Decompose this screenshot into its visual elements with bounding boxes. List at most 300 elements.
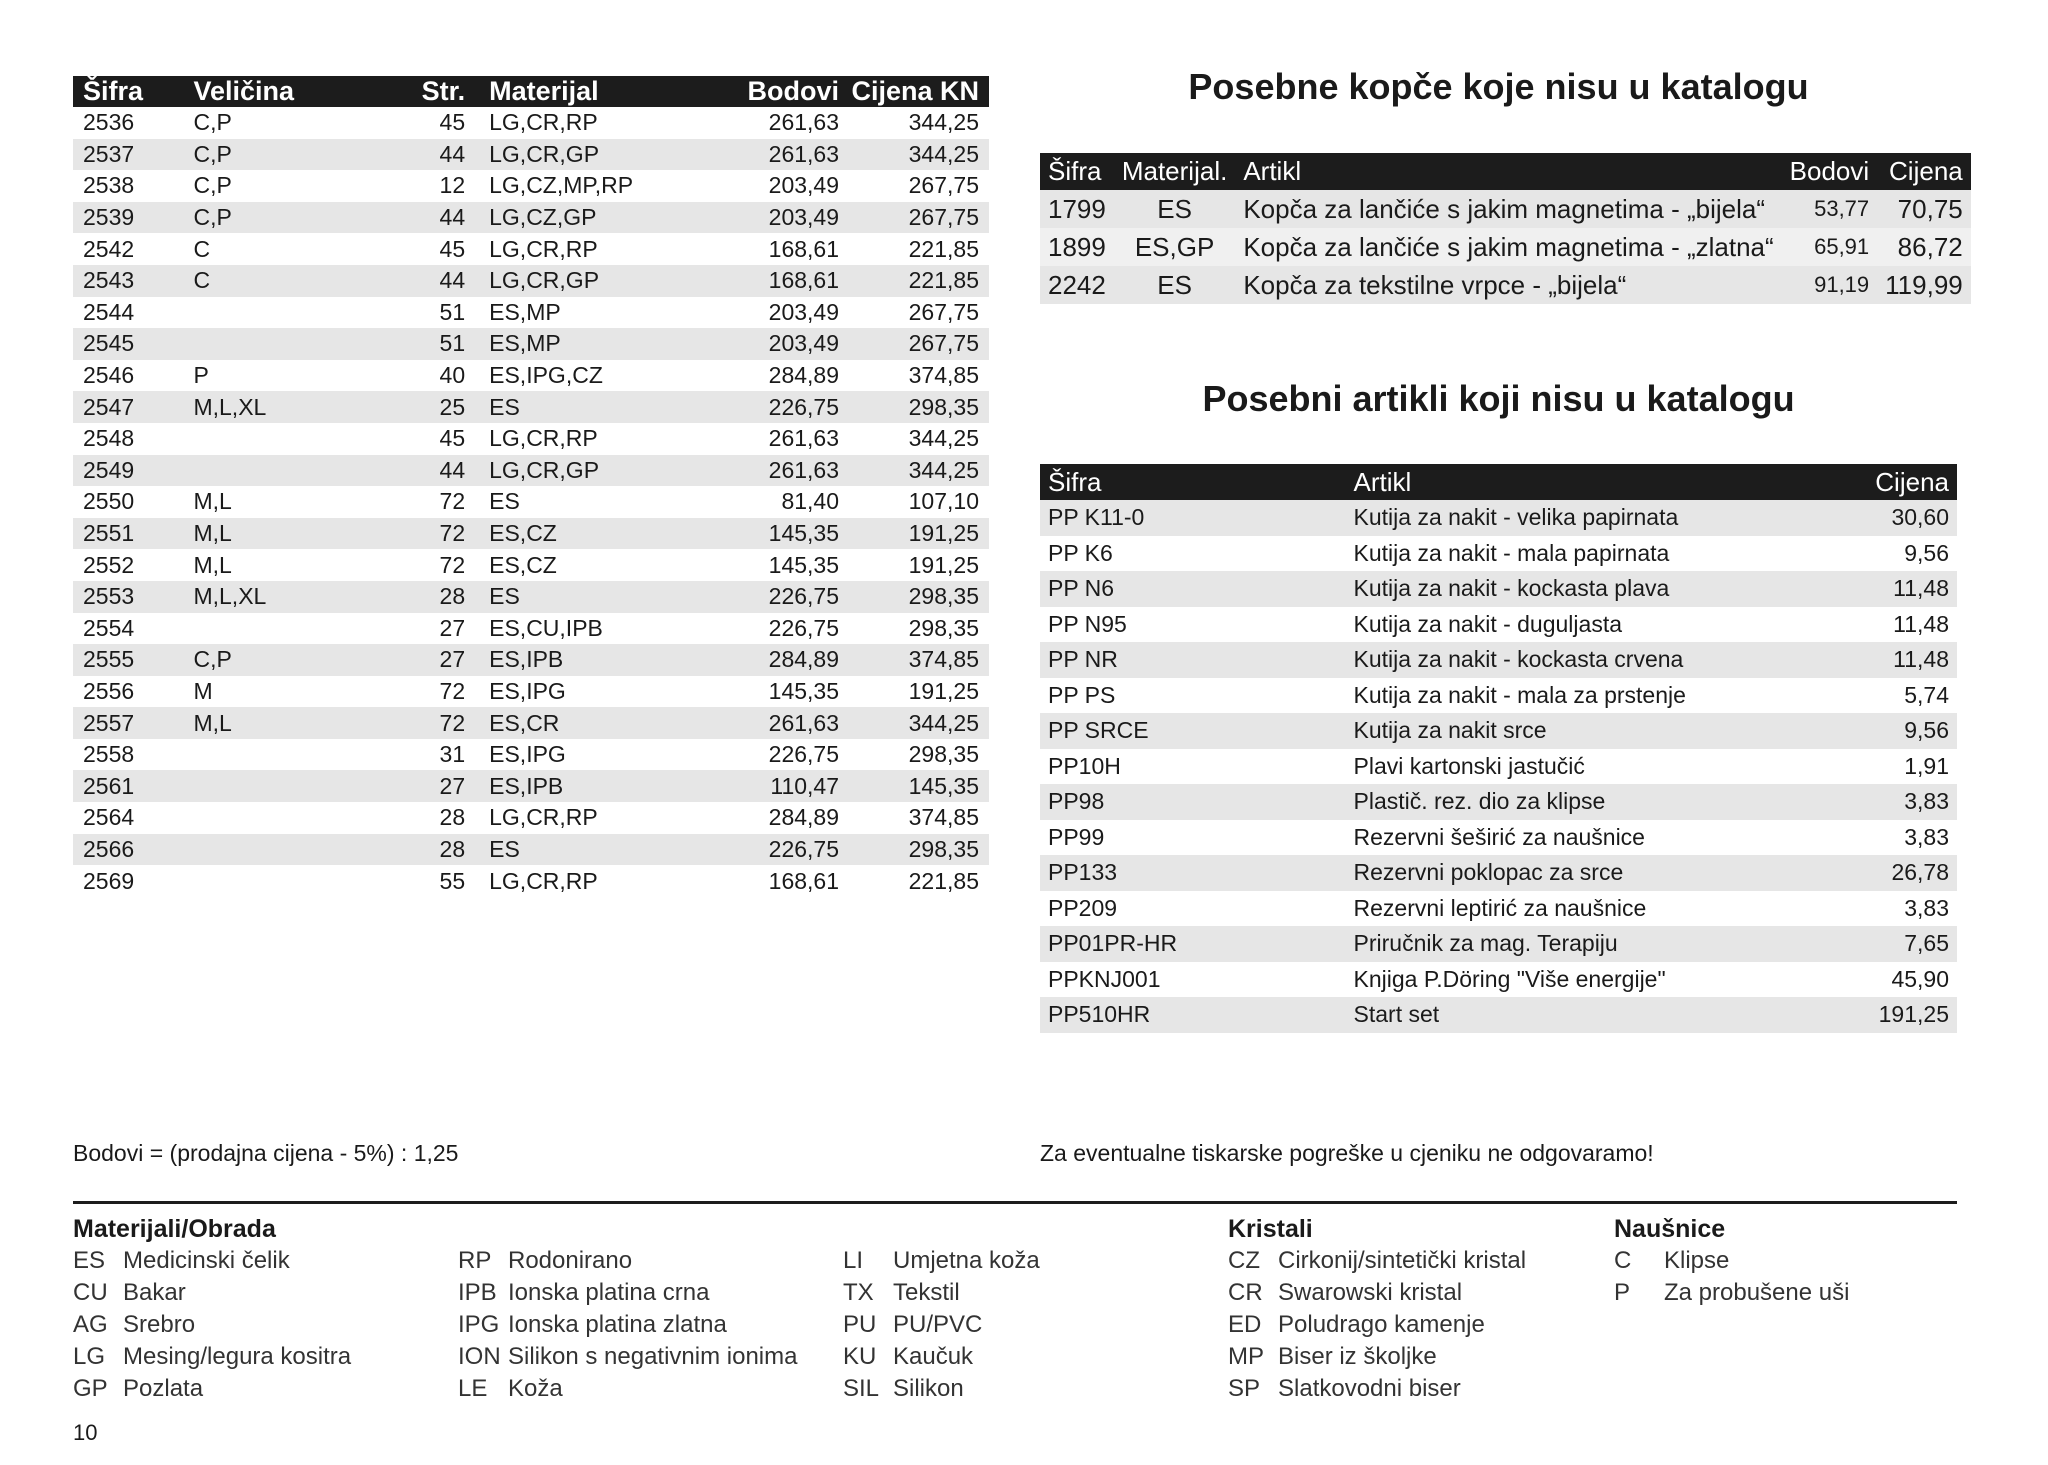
col-header-bodovi: Bodovi (711, 76, 847, 107)
legend-item (843, 1341, 1213, 1373)
legend-code: KU (843, 1343, 877, 1370)
cell-str: 51 (439, 298, 466, 325)
cell-bodovi: 168,61 (768, 867, 840, 894)
cell-materijal: LG,CR,GP (475, 139, 711, 171)
legend-code: CR (1228, 1279, 1263, 1306)
cell-materijal: LG,CZ,GP (475, 202, 711, 234)
legend-divider (73, 1201, 1957, 1204)
table-row (1040, 536, 1957, 572)
legend-item (458, 1341, 828, 1373)
cell-materijal: ES,CZ (475, 518, 711, 550)
legend-description: Klipse (1664, 1247, 1730, 1274)
table-row (73, 834, 989, 866)
col-header-materijal: Materijal (475, 76, 711, 107)
cell-cijena: 374,85 (908, 362, 979, 389)
cell-sifra: PP K6 (1048, 539, 1113, 566)
crystals-legend (1228, 1245, 1598, 1405)
cell-materijal: ES (1114, 190, 1235, 228)
legend-description: Tekstil (893, 1279, 960, 1306)
cell-artikl: Rezervni poklopac za srce (1346, 855, 1842, 891)
table-row (73, 328, 989, 360)
disclaimer-note: Za eventualne tiskarske pogreške u cjeniku ne odgovaramo! (1040, 1140, 1654, 1166)
cell-cijena: 191,25 (908, 677, 979, 704)
cell-sifra: 2550 (83, 488, 135, 515)
table-row (1040, 997, 1957, 1033)
cell-cijena: 107,10 (908, 488, 979, 515)
table-row (1040, 891, 1957, 927)
cell-sifra: PP98 (1040, 784, 1346, 820)
cell-cijena: 3,83 (1904, 823, 1949, 850)
table-row (73, 518, 989, 550)
cell-cijena: 267,75 (847, 202, 989, 234)
legend-description: Ionska platina zlatna (508, 1311, 727, 1338)
cell-sifra: PP SRCE (1040, 713, 1346, 749)
legend-item (1228, 1245, 1598, 1277)
table-row (1040, 820, 1957, 856)
legend-code: TX (843, 1279, 874, 1306)
earrings-legend-title: Naušnice (1614, 1215, 1726, 1243)
cell-artikl: Kutija za nakit srce (1346, 713, 1842, 749)
table-row (73, 644, 989, 676)
cell-bodovi: 145,35 (768, 677, 840, 704)
cell-str: 72 (439, 677, 466, 704)
cell-sifra: 2561 (73, 770, 179, 802)
legend-item (843, 1373, 1213, 1405)
table-row (73, 802, 989, 834)
clasps-table-body (1040, 190, 1971, 304)
legend-code: C (1614, 1247, 1632, 1274)
legend-code: LI (843, 1247, 864, 1274)
legend-code: CZ (1228, 1247, 1260, 1274)
legend-description: Medicinski čelik (123, 1247, 290, 1274)
cell-artikl: Rezervni šeširić za naušnice (1353, 823, 1645, 850)
legend-item (843, 1277, 1213, 1309)
col-header-sifra: Šifra (1040, 464, 1346, 500)
cell-materijal: ES,MP (475, 328, 711, 360)
table-row (73, 139, 989, 171)
cell-velicina: C (179, 265, 403, 297)
materials-legend-title: Materijali/Obrada (73, 1215, 276, 1243)
cell-bodovi: 145,35 (711, 518, 847, 550)
legend-item (1228, 1373, 1598, 1405)
clasps-table (1040, 153, 1971, 304)
col-header-sifra: Šifra (1040, 153, 1114, 190)
cell-cijena: 191,25 (908, 551, 979, 578)
legend-code: IPG (458, 1311, 500, 1338)
cell-velicina (179, 802, 403, 834)
cell-materijal: LG,CR,RP (489, 425, 598, 452)
legend-item (843, 1309, 1213, 1341)
cell-str: 44 (404, 139, 476, 171)
cell-str: 72 (404, 707, 476, 739)
articles-table-body (1040, 500, 1957, 1033)
table-row (1040, 571, 1957, 607)
legend-item (73, 1309, 443, 1341)
cell-artikl: Kutija za nakit - kockasta crvena (1346, 642, 1842, 678)
legend-description: Pozlata (123, 1375, 204, 1402)
table-row (1040, 228, 1971, 266)
cell-cijena: 267,75 (908, 172, 979, 199)
cell-sifra: 2538 (83, 172, 135, 199)
cell-str: 27 (404, 644, 476, 676)
cell-sifra: PP10H (1048, 752, 1121, 779)
cell-velicina: M,L (179, 518, 403, 550)
legend-code: ION (458, 1343, 501, 1370)
cell-materijal: LG,CR,RP (489, 235, 598, 262)
cell-velicina: M,L,XL (179, 581, 403, 613)
cell-bodovi: 261,63 (711, 707, 847, 739)
cell-velicina: P (193, 362, 209, 389)
cell-cijena: 191,25 (847, 518, 989, 550)
cell-bodovi: 65,91 (1782, 228, 1878, 266)
cell-sifra: 2552 (83, 551, 135, 578)
legend-code: PU (843, 1311, 877, 1338)
clasps-table-header (1040, 153, 1971, 190)
cell-materijal: LG,CR,RP (489, 804, 598, 831)
cell-bodovi: 168,61 (768, 235, 840, 262)
legend-item (73, 1277, 443, 1309)
cell-sifra: 2556 (83, 677, 135, 704)
cell-str: 72 (439, 551, 466, 578)
cell-str: 31 (439, 741, 466, 768)
cell-bodovi: 145,35 (768, 551, 840, 578)
legend-code: P (1614, 1279, 1631, 1306)
articles-table-header (1040, 464, 1957, 500)
table-row (73, 423, 989, 455)
legend-description: Slatkovodni biser (1278, 1375, 1461, 1402)
cell-cijena: 3,83 (1904, 894, 1949, 921)
legend-code: GP (73, 1375, 108, 1402)
legend-item (73, 1245, 443, 1277)
cell-velicina (179, 455, 403, 487)
table-row (73, 613, 989, 645)
cell-bodovi: 203,49 (711, 202, 847, 234)
table-row (73, 707, 989, 739)
legend-description: Ionska platina crna (508, 1279, 710, 1306)
table-row (73, 676, 989, 708)
cell-sifra: 2555 (73, 644, 179, 676)
col-header-str: Str. (404, 76, 476, 107)
cell-velicina: M,L (193, 551, 232, 578)
cell-str: 27 (404, 770, 476, 802)
cell-str: 25 (404, 391, 476, 423)
cell-bodovi: 284,89 (711, 644, 847, 676)
legend-item (1614, 1277, 1944, 1309)
table-row (73, 549, 989, 581)
table-row (1040, 607, 1957, 643)
cell-cijena: 267,75 (908, 298, 979, 325)
cell-materijal: LG,CR,RP (489, 867, 598, 894)
cell-sifra: 2542 (83, 235, 135, 262)
cell-artikl: Kutija za nakit - mala papirnata (1353, 539, 1670, 566)
cell-artikl: Plavi kartonski jastučić (1353, 752, 1585, 779)
table-row (1040, 500, 1957, 536)
cell-artikl: Knjiga P.Döring "Više energije" (1353, 965, 1666, 992)
legend-code: CU (73, 1279, 108, 1306)
table-row (73, 581, 989, 613)
legend-description: Srebro (123, 1311, 196, 1338)
cell-materijal: ES,IPB (475, 644, 711, 676)
page-number: 10 (73, 1420, 98, 1445)
cell-cijena: 86,72 (1877, 228, 1971, 266)
col-header-cijena: Cijena (1877, 153, 1971, 190)
cell-materijal: ES (475, 391, 711, 423)
cell-cijena: 298,35 (847, 834, 989, 866)
table-row (73, 865, 989, 897)
cell-sifra: 2558 (83, 741, 135, 768)
cell-bodovi: 168,61 (711, 265, 847, 297)
cell-artikl: Kutija za nakit - mala za prstenje (1353, 681, 1686, 708)
bodovi-formula-note: Bodovi = (prodajna cijena - 5%) : 1,25 (73, 1140, 459, 1166)
cell-materijal: ES,IPG,CZ (489, 362, 603, 389)
cell-cijena: 30,60 (1841, 500, 1957, 536)
cell-artikl: Start set (1346, 997, 1842, 1033)
cell-materijal: ES (1114, 266, 1235, 304)
legend-code: SP (1228, 1375, 1261, 1402)
cell-artikl: Kopča za lančiće s jakim magnetima - „zlatna“ (1235, 228, 1781, 266)
table-row (73, 391, 989, 423)
cell-cijena: 11,48 (1841, 642, 1957, 678)
legend-description: Cirkonij/sintetički kristal (1278, 1247, 1527, 1274)
cell-sifra: 2553 (73, 581, 179, 613)
col-header-cijena: Cijena (1841, 464, 1957, 500)
cell-bodovi: 226,75 (711, 391, 847, 423)
cell-velicina (179, 613, 403, 645)
cell-cijena: 7,65 (1841, 926, 1957, 962)
cell-bodovi: 284,89 (768, 804, 840, 831)
legend-item (73, 1373, 443, 1405)
cell-cijena: 9,56 (1841, 713, 1957, 749)
cell-artikl: Plastič. rez. dio za klipse (1346, 784, 1842, 820)
legend-code: LE (458, 1375, 488, 1402)
cell-cijena: 344,25 (847, 139, 989, 171)
legend-item (1228, 1277, 1598, 1309)
cell-str: 72 (439, 488, 466, 515)
cell-cijena: 267,75 (847, 328, 989, 360)
table-row (1040, 266, 1971, 304)
table-row (1040, 749, 1957, 785)
cell-str: 44 (404, 455, 476, 487)
table-row (1040, 926, 1957, 962)
legend-description: Kaučuk (893, 1343, 974, 1370)
legend-item (458, 1245, 828, 1277)
cell-str: 28 (404, 581, 476, 613)
cell-materijal: ES,MP (489, 298, 561, 325)
cell-str: 28 (404, 834, 476, 866)
cell-materijal: LG,CR,RP (489, 109, 598, 136)
cell-cijena: 344,25 (847, 455, 989, 487)
cell-bodovi: 110,47 (711, 770, 847, 802)
cell-str: 45 (439, 425, 466, 452)
legend-item (458, 1277, 828, 1309)
cell-sifra: PP PS (1048, 681, 1116, 708)
table-row (1040, 784, 1957, 820)
cell-cijena: 70,75 (1877, 190, 1971, 228)
table-row (1040, 855, 1957, 891)
legend-description: Silikon s negativnim ionima (508, 1343, 798, 1370)
cell-sifra: 2242 (1040, 266, 1114, 304)
cell-sifra: 2547 (73, 391, 179, 423)
cell-artikl: Kopča za lančiće s jakim magnetima - „bijela“ (1235, 190, 1781, 228)
cell-velicina: M,L (193, 488, 232, 515)
legend-description: Swarowski kristal (1278, 1279, 1463, 1306)
table-row (73, 297, 989, 329)
cell-cijena: 5,74 (1904, 681, 1949, 708)
col-header-cijena: Cijena KN (847, 76, 989, 107)
legend-item (458, 1309, 828, 1341)
cell-sifra: 1899 (1040, 228, 1114, 266)
cell-cijena: 3,83 (1841, 784, 1957, 820)
cell-sifra: 2539 (73, 202, 179, 234)
legend-description: Bakar (123, 1279, 186, 1306)
table-row (73, 170, 989, 202)
legend-description: Umjetna koža (893, 1247, 1040, 1274)
cell-materijal: LG,CR,GP (475, 455, 711, 487)
cell-artikl: Kopča za tekstilne vrpce - „bijela“ (1235, 266, 1781, 304)
cell-velicina: M,L,XL (179, 391, 403, 423)
cell-str: 72 (404, 518, 476, 550)
cell-str: 28 (439, 804, 466, 831)
cell-velicina (179, 770, 403, 802)
clasps-heading: Posebne kopče koje nisu u katalogu (1188, 66, 1809, 107)
col-header-artikl: Artikl (1346, 464, 1842, 500)
legend-code: ES (73, 1247, 106, 1274)
cell-materijal: ES (475, 834, 711, 866)
table-row (1040, 642, 1957, 678)
cell-velicina: C,P (193, 172, 232, 199)
col-header-velicina: Veličina (179, 76, 403, 107)
table-row (73, 486, 989, 518)
col-header-bodovi: Bodovi (1782, 153, 1878, 190)
cell-cijena: 298,35 (847, 391, 989, 423)
table-row (1040, 713, 1957, 749)
legend-item (458, 1373, 828, 1405)
cell-cijena: 9,56 (1904, 539, 1949, 566)
cell-str: 51 (404, 328, 476, 360)
col-header-sifra: Šifra (73, 76, 179, 107)
cell-bodovi: 81,40 (781, 488, 840, 515)
cell-bodovi: 226,75 (711, 834, 847, 866)
legend-item (1614, 1245, 1944, 1277)
cell-materijal: ES,IPG (489, 741, 566, 768)
legend-description: PU/PVC (893, 1311, 983, 1338)
legend-code: MP (1228, 1343, 1264, 1370)
cell-cijena: 374,85 (908, 804, 979, 831)
cell-sifra: 2554 (83, 614, 135, 641)
legend-item (73, 1341, 443, 1373)
crystals-legend-title: Kristali (1228, 1215, 1313, 1243)
main-price-table (73, 76, 989, 897)
cell-cijena: 344,25 (847, 707, 989, 739)
cell-sifra: PP209 (1048, 894, 1118, 921)
cell-sifra: 2566 (73, 834, 179, 866)
cell-sifra: 2546 (83, 362, 135, 389)
legend-code: LG (73, 1343, 106, 1370)
cell-sifra: 2557 (73, 707, 179, 739)
cell-str: 12 (439, 172, 466, 199)
cell-str: 40 (439, 362, 466, 389)
cell-str: 55 (439, 867, 466, 894)
cell-bodovi: 284,89 (768, 362, 840, 389)
cell-sifra: 2543 (73, 265, 179, 297)
cell-cijena: 221,85 (908, 867, 979, 894)
cell-cijena: 374,85 (847, 644, 989, 676)
cell-cijena: 221,85 (908, 235, 979, 262)
cell-cijena: 221,85 (847, 265, 989, 297)
cell-sifra: PP01PR-HR (1040, 926, 1346, 962)
cell-bodovi: 226,75 (768, 741, 840, 768)
table-row (73, 265, 989, 297)
articles-table (1040, 464, 1957, 1033)
cell-bodovi: 91,19 (1782, 266, 1878, 304)
table-row (1040, 962, 1957, 998)
cell-velicina (179, 834, 403, 866)
cell-materijal: ES,CU,IPB (489, 614, 603, 641)
cell-velicina: M,L (179, 707, 403, 739)
cell-str: 44 (404, 202, 476, 234)
cell-materijal: ES (489, 488, 520, 515)
legend-code: ED (1228, 1311, 1262, 1338)
cell-velicina (179, 328, 403, 360)
table-row (73, 770, 989, 802)
cell-sifra: 2551 (73, 518, 179, 550)
legend-description: Koža (508, 1375, 563, 1402)
legend-item (1228, 1341, 1598, 1373)
materials-legend-col2 (458, 1245, 828, 1405)
main-table-header (73, 76, 989, 107)
legend-description: Rodonirano (508, 1247, 633, 1274)
legend-description: Biser iz školjke (1278, 1343, 1437, 1370)
cell-sifra: PP N6 (1040, 571, 1346, 607)
cell-str: 27 (439, 614, 466, 641)
legend-code: IPB (458, 1279, 497, 1306)
cell-cijena: 11,48 (1841, 571, 1957, 607)
table-row (1040, 678, 1957, 714)
table-row (73, 107, 989, 139)
cell-artikl: Kutija za nakit - kockasta plava (1346, 571, 1842, 607)
cell-artikl: Kutija za nakit - duguljasta (1353, 610, 1623, 637)
cell-bodovi: 203,49 (768, 298, 840, 325)
cell-materijal: LG,CR,GP (475, 265, 711, 297)
cell-sifra: 2536 (83, 109, 135, 136)
cell-sifra: 2549 (73, 455, 179, 487)
table-row (73, 739, 989, 771)
cell-cijena: 26,78 (1841, 855, 1957, 891)
materials-legend-col3 (843, 1245, 1213, 1405)
cell-sifra: 2545 (73, 328, 179, 360)
cell-materijal: ES,GP (1114, 228, 1235, 266)
cell-materijal: ES,CZ (489, 551, 557, 578)
legend-description: Za probušene uši (1664, 1279, 1850, 1306)
cell-materijal: LG,CZ,MP,RP (489, 172, 634, 199)
cell-sifra: 2537 (73, 139, 179, 171)
table-row (73, 233, 989, 265)
cell-bodovi: 203,49 (768, 172, 840, 199)
cell-sifra: PPKNJ001 (1048, 965, 1161, 992)
table-row (73, 360, 989, 392)
cell-cijena: 298,35 (847, 581, 989, 613)
earrings-legend (1614, 1245, 1944, 1309)
legend-item (1228, 1309, 1598, 1341)
cell-velicina (179, 739, 403, 771)
cell-cijena: 298,35 (908, 614, 979, 641)
cell-sifra: 2569 (83, 867, 135, 894)
cell-sifra: PP K11-0 (1040, 500, 1346, 536)
cell-velicina (179, 423, 403, 455)
legend-code: RP (458, 1247, 492, 1274)
cell-velicina: C (193, 235, 211, 262)
cell-artikl: Rezervni leptirić za naušnice (1353, 894, 1647, 921)
